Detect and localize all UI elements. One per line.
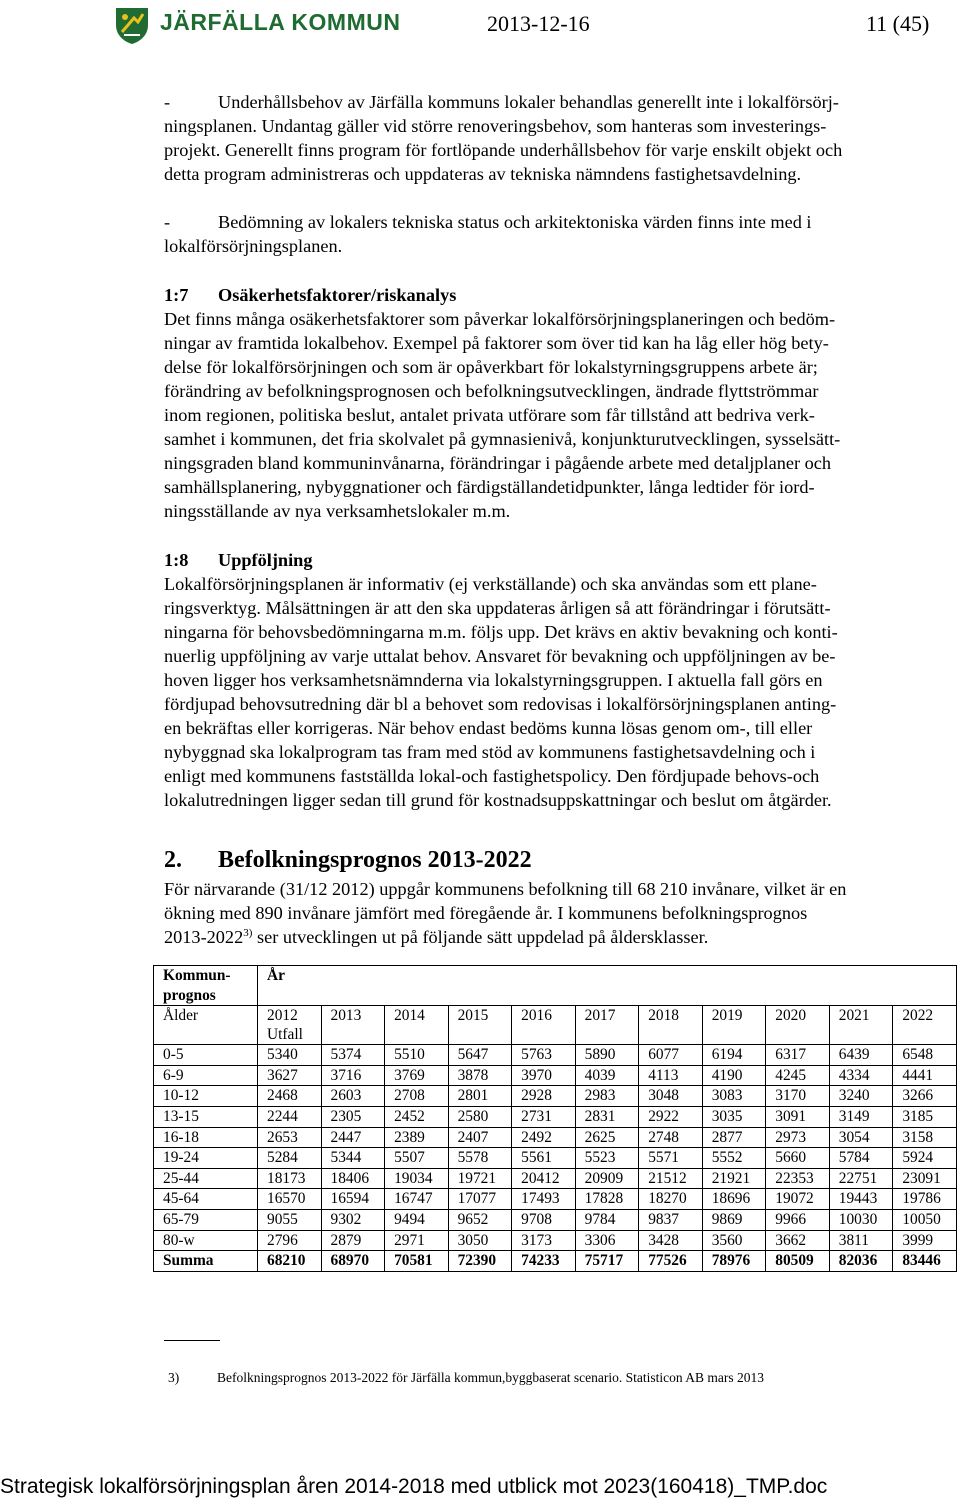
text-line: detta program administreras och uppdateras av tekniska nämndens fastighetsavdelning.	[164, 164, 802, 185]
text-line: fördjupad behovsutredning där bl a behovet som redovisas i lokalförsörjningsplanen anting-	[164, 694, 837, 715]
value-cell: 4190	[702, 1065, 766, 1086]
table-row	[154, 1209, 957, 1230]
value-cell: 20412	[512, 1168, 576, 1189]
bullet-dash: -	[164, 92, 171, 112]
value-cell: 3878	[448, 1065, 512, 1086]
value-cell: 3811	[829, 1230, 893, 1251]
year-header-cell	[258, 966, 957, 986]
year-label: År	[267, 967, 285, 984]
sum-value-cell: 68210	[258, 1251, 322, 1272]
value-cell: 22353	[766, 1168, 830, 1189]
value-cell: 2922	[639, 1106, 703, 1127]
value-cell: 3662	[766, 1230, 830, 1251]
value-cell: 21512	[639, 1168, 703, 1189]
value-cell: 5890	[575, 1045, 639, 1066]
value-cell: 2603	[321, 1086, 385, 1107]
value-cell: 4039	[575, 1065, 639, 1086]
value-cell: 16570	[258, 1189, 322, 1210]
value-cell: 2983	[575, 1086, 639, 1107]
text-line: en bekräftas eller korrigeras. När behov endast bedöms kunna lösas genom om-, till eller	[164, 718, 813, 739]
section-title: Uppföljning	[218, 549, 313, 570]
section-heading-2	[164, 845, 954, 875]
value-cell: 6317	[766, 1045, 830, 1066]
value-cell: 19034	[385, 1168, 449, 1189]
corner-line: prognos	[163, 986, 216, 1004]
sum-value-cell: 70581	[385, 1251, 449, 1272]
section-title: Befolkningsprognos 2013-2022	[218, 846, 532, 873]
age-class-cell: 16-18	[154, 1127, 258, 1148]
table-corner-cell	[154, 966, 258, 986]
value-cell: 3716	[321, 1065, 385, 1086]
table-row	[154, 1086, 957, 1107]
value-cell: 22751	[829, 1168, 893, 1189]
value-cell: 2447	[321, 1127, 385, 1148]
text-line: lokalutredningen ligger sedan till grund för kostnadsuppskattningar och beslut om åtgärder.	[164, 790, 832, 811]
sum-value-cell: 78976	[702, 1251, 766, 1272]
value-cell: 2801	[448, 1086, 512, 1107]
value-cell: 17493	[512, 1189, 576, 1210]
year-cell: 2021	[829, 1006, 893, 1045]
table-row	[154, 1189, 957, 1210]
value-cell: 3266	[893, 1086, 957, 1107]
value-cell: 21921	[702, 1168, 766, 1189]
value-cell: 2796	[258, 1230, 322, 1251]
year-cell: 2022	[893, 1006, 957, 1045]
section-number: 2.	[164, 846, 182, 873]
section-1-7-paragraph	[164, 307, 954, 524]
brand-name: JÄRFÄLLA KOMMUN	[160, 9, 401, 35]
value-cell: 9784	[575, 1209, 639, 1230]
text-line: ningarna för behovsbedömningarna m.m. följs upp. Det krävs en aktiv bevakning och konti-	[164, 621, 838, 642]
value-cell: 18406	[321, 1168, 385, 1189]
value-cell: 2831	[575, 1106, 639, 1127]
footnote-separator	[164, 1340, 220, 1341]
value-cell: 9055	[258, 1209, 322, 1230]
value-cell: 3048	[639, 1086, 703, 1107]
value-cell: 3999	[893, 1230, 957, 1251]
value-cell: 4245	[766, 1065, 830, 1086]
text-line: ökning med 890 invånare jämfört med föregående år. I kommunens befolkningsprognos	[164, 902, 808, 923]
year-note: Utfall	[267, 1026, 303, 1044]
footer-filename: Strategisk lokalförsörjningsplan åren 2014-2018 med utblick mot 2023(160418)_TMP.doc	[0, 1475, 828, 1498]
table-row	[154, 1148, 957, 1169]
sum-value-cell: 83446	[893, 1251, 957, 1272]
value-cell: 3054	[829, 1127, 893, 1148]
table-header-row	[154, 966, 957, 986]
footnote-ref: 3)	[243, 926, 253, 939]
text-line: samhällsplanering, nybyggnationer och färdigställandetidpunkter, långa ledtider för iord-	[164, 477, 815, 498]
text-line: enligt med kommunens fastställda lokal-och fastighetspolicy. Den fördjupade behovs-och	[164, 766, 820, 787]
value-cell: 2748	[639, 1127, 703, 1148]
year-cell: 2020	[766, 1006, 830, 1045]
value-cell: 16747	[385, 1189, 449, 1210]
value-cell: 5660	[766, 1148, 830, 1169]
value-cell: 3306	[575, 1230, 639, 1251]
text-line: projekt. Generellt finns program för fortlöpande underhållsbehov för varje enskilt objekt och	[164, 140, 843, 161]
table-row	[154, 1168, 957, 1189]
value-cell: 2580	[448, 1106, 512, 1127]
table-row	[154, 1065, 957, 1086]
section-1-8-paragraph	[164, 572, 954, 813]
value-cell: 18270	[639, 1189, 703, 1210]
value-cell: 5763	[512, 1045, 576, 1066]
value-cell: 2653	[258, 1127, 322, 1148]
value-cell: 2305	[321, 1106, 385, 1127]
text-line: förändring av befolkningsprognosen och befolkningsutvecklingen, ändrade flyttströmmar	[164, 380, 819, 401]
age-class-cell: 0-5	[154, 1045, 258, 1066]
value-cell: 2973	[766, 1127, 830, 1148]
value-cell: 2452	[385, 1106, 449, 1127]
value-cell: 5578	[448, 1148, 512, 1169]
bullet-assessment	[164, 210, 954, 258]
section-title: Osäkerhetsfaktorer/riskanalys	[218, 284, 457, 305]
value-cell: 5784	[829, 1148, 893, 1169]
section-heading-1-8	[164, 548, 954, 572]
text-line: ningsgraden bland kommuninvånarna, förändringar i pågående arbete med detaljplaner och	[164, 453, 832, 474]
value-cell: 4113	[639, 1065, 703, 1086]
value-cell: 10050	[893, 1209, 957, 1230]
bullet-dash: -	[164, 212, 171, 233]
value-cell: 5571	[639, 1148, 703, 1169]
sum-value-cell: 74233	[512, 1251, 576, 1272]
year-cell: 2015	[448, 1006, 512, 1045]
value-cell: 2879	[321, 1230, 385, 1251]
value-cell: 19786	[893, 1189, 957, 1210]
year-cell: 2016	[512, 1006, 576, 1045]
text-run: 2013-2022	[164, 926, 244, 947]
value-cell: 3627	[258, 1065, 322, 1086]
footnote-text: Befolkningsprognos 2013-2022 för Järfälla kommun,byggbaserat scenario. Statisticon AB mars 2013	[217, 1370, 765, 1385]
sum-label-cell: Summa	[154, 1251, 258, 1272]
year-cell: 2018	[639, 1006, 703, 1045]
value-cell: 17828	[575, 1189, 639, 1210]
text-line: ringsverktyg. Målsättningen är att den ska uppdateras årligen så att förändringar i förutsätt-	[164, 597, 831, 618]
table-row	[154, 1127, 957, 1148]
text-line: hoven ligger hos verksamhetsnämnderna via lokalstyrningsgruppen. I aktuella fall görs en	[164, 669, 823, 690]
section-number: 1:8	[164, 549, 189, 570]
value-cell: 3083	[702, 1086, 766, 1107]
value-cell: 9652	[448, 1209, 512, 1230]
value-cell: 2389	[385, 1127, 449, 1148]
value-cell: 9302	[321, 1209, 385, 1230]
value-cell: 23091	[893, 1168, 957, 1189]
value-cell: 5523	[575, 1148, 639, 1169]
value-cell: 5510	[385, 1045, 449, 1066]
value-cell: 3428	[639, 1230, 703, 1251]
value-cell: 19721	[448, 1168, 512, 1189]
population-forecast-table	[153, 965, 957, 1272]
year-cell: 2014	[385, 1006, 449, 1045]
text-line: ningar av framtida lokalbehov. Exempel på faktorer som över tid kan ha låg eller hög bety-	[164, 332, 829, 353]
value-cell: 5374	[321, 1045, 385, 1066]
value-cell: 2971	[385, 1230, 449, 1251]
value-cell: 2492	[512, 1127, 576, 1148]
table-row	[154, 1230, 957, 1251]
value-cell: 19443	[829, 1189, 893, 1210]
age-class-cell: 25-44	[154, 1168, 258, 1189]
value-cell: 3185	[893, 1106, 957, 1127]
value-cell: 3560	[702, 1230, 766, 1251]
age-class-cell: 80-w	[154, 1230, 258, 1251]
value-cell: 9708	[512, 1209, 576, 1230]
value-cell: 2877	[702, 1127, 766, 1148]
table-header-row	[154, 986, 957, 1006]
text-line: ningsplanen. Undantag gäller vid större renoveringsbehov, som hanteras som investerings-	[164, 116, 827, 137]
value-cell: 3091	[766, 1106, 830, 1127]
value-cell: 2407	[448, 1127, 512, 1148]
sum-value-cell: 75717	[575, 1251, 639, 1272]
value-cell: 9494	[385, 1209, 449, 1230]
value-cell: 4441	[893, 1065, 957, 1086]
text-line	[164, 925, 954, 949]
text-line: Underhållsbehov av Järfälla kommuns lokaler behandlas generellt inte i lokalförsörj-	[218, 92, 839, 112]
sum-value-cell: 68970	[321, 1251, 385, 1272]
value-cell: 10030	[829, 1209, 893, 1230]
value-cell: 3769	[385, 1065, 449, 1086]
value-cell: 18696	[702, 1189, 766, 1210]
value-cell: 2731	[512, 1106, 576, 1127]
year-row	[154, 1006, 957, 1045]
value-cell: 3149	[829, 1106, 893, 1127]
text-line: nybyggnad ska lokalprogram tas fram med stöd av kommunens fastighetsavdelning och i	[164, 742, 816, 763]
value-cell: 3050	[448, 1230, 512, 1251]
year-header-spacer	[258, 986, 957, 1006]
text-line: lokalförsörjningsplanen.	[164, 236, 343, 257]
sum-value-cell: 77526	[639, 1251, 703, 1272]
value-cell: 5647	[448, 1045, 512, 1066]
age-class-cell: 10-12	[154, 1086, 258, 1107]
value-cell: 5507	[385, 1148, 449, 1169]
value-cell: 9869	[702, 1209, 766, 1230]
value-cell: 2708	[385, 1086, 449, 1107]
table-row	[154, 1045, 957, 1066]
year-cell: 2019	[702, 1006, 766, 1045]
text-line: delse för lokalförsörjningen och som är opåverkbart för lokalstyrningsgruppens arbete är;	[164, 356, 818, 377]
value-cell: 5561	[512, 1148, 576, 1169]
age-class-cell: 65-79	[154, 1209, 258, 1230]
text-line: För närvarande (31/12 2012) uppgår kommunens befolkning till 68 210 invånare, vilket är en	[164, 878, 847, 899]
value-cell: 6194	[702, 1045, 766, 1066]
text-line: ningsställande av nya verksamhetslokaler m.m.	[164, 501, 511, 522]
text-line: nuerlig uppföljning av varje uttalat behov. Ansvaret för bevakning och uppföljningen av be-	[164, 645, 836, 666]
value-cell: 3158	[893, 1127, 957, 1148]
value-cell: 19072	[766, 1189, 830, 1210]
value-cell: 9966	[766, 1209, 830, 1230]
text-line: Bedömning av lokalers tekniska status och arkitektoniska värden finns inte med i	[218, 212, 812, 233]
value-cell: 2468	[258, 1086, 322, 1107]
sum-value-cell: 72390	[448, 1251, 512, 1272]
year-cell: 2013	[321, 1006, 385, 1045]
sum-row	[154, 1251, 957, 1272]
table-corner-cell	[154, 986, 258, 1006]
sum-value-cell: 82036	[829, 1251, 893, 1272]
section-number: 1:7	[164, 284, 189, 305]
year-cell: 2017	[575, 1006, 639, 1045]
text-line: samhet i kommunen, det fria skolvalet på gymnasienivå, konjunkturutvecklingen, sysselsätt-	[164, 429, 841, 450]
text-run: ser utvecklingen ut på följande sätt uppdelad på åldersklasser.	[252, 926, 709, 947]
value-cell: 6439	[829, 1045, 893, 1066]
bullet-maintenance	[164, 90, 954, 186]
value-cell: 3240	[829, 1086, 893, 1107]
value-cell: 5340	[258, 1045, 322, 1066]
value-cell: 17077	[448, 1189, 512, 1210]
value-cell: 9837	[639, 1209, 703, 1230]
age-class-cell: 19-24	[154, 1148, 258, 1169]
value-cell: 5284	[258, 1148, 322, 1169]
table-row	[154, 1106, 957, 1127]
footnote	[168, 1370, 764, 1386]
jarfalla-coat-of-arms-icon	[112, 5, 152, 45]
value-cell: 5552	[702, 1148, 766, 1169]
age-class-cell: 13-15	[154, 1106, 258, 1127]
value-cell: 20909	[575, 1168, 639, 1189]
value-cell: 2244	[258, 1106, 322, 1127]
section-2-paragraph	[164, 877, 954, 949]
footnote-number: 3)	[168, 1370, 180, 1385]
value-cell: 3035	[702, 1106, 766, 1127]
text-line: Lokalförsörjningsplanen är informativ (ej verkställande) och ska användas som ett plane-	[164, 573, 817, 594]
value-cell: 5344	[321, 1148, 385, 1169]
value-cell: 16594	[321, 1189, 385, 1210]
value-cell: 6548	[893, 1045, 957, 1066]
header-date: 2013-12-16	[487, 11, 590, 36]
document-body	[164, 90, 954, 949]
page-number: 11 (45)	[866, 11, 930, 36]
text-line: Det finns många osäkerhetsfaktorer som påverkar lokalförsörjningsplaneringen och bedöm-	[164, 308, 836, 329]
value-cell: 2928	[512, 1086, 576, 1107]
sum-value-cell: 80509	[766, 1251, 830, 1272]
text-line: inom regionen, politiska beslut, antalet privata utförare som får tillstånd att bedriva verk-	[164, 405, 815, 426]
value-cell: 2625	[575, 1127, 639, 1148]
value-cell: 3173	[512, 1230, 576, 1251]
value-cell: 18173	[258, 1168, 322, 1189]
age-label-cell: Ålder	[154, 1006, 258, 1045]
year-cell: 2012 Utfall	[258, 1006, 322, 1045]
value-cell: 6077	[639, 1045, 703, 1066]
value-cell: 4334	[829, 1065, 893, 1086]
value-cell: 3170	[766, 1086, 830, 1107]
corner-line: Kommun-	[163, 967, 231, 984]
page-header	[0, 0, 960, 50]
age-class-cell: 45-64	[154, 1189, 258, 1210]
value-cell: 5924	[893, 1148, 957, 1169]
section-heading-1-7	[164, 283, 954, 307]
value-cell: 3970	[512, 1065, 576, 1086]
age-class-cell: 6-9	[154, 1065, 258, 1086]
